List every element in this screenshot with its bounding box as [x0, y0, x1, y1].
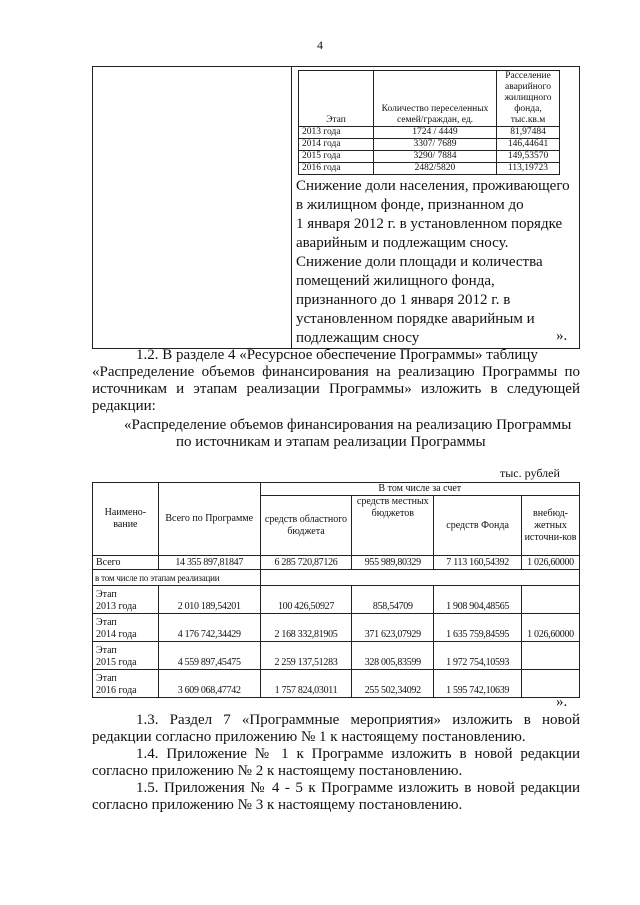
- cell-value: 1 908 904,48565: [434, 586, 522, 614]
- stage-year: 2016 года: [96, 685, 137, 696]
- area-value: 81,97484: [497, 127, 560, 139]
- table-row: [299, 139, 560, 151]
- total-column-header: Всего по Программе: [158, 483, 260, 556]
- stages-subheader: в том числе по этапам реализации: [93, 570, 261, 586]
- paragraph-1-2-line: 1.2. В разделе 4 «Ресурсное обеспечение Программы» таблицу: [136, 347, 538, 363]
- text-line: подлежащим сносу: [296, 330, 420, 346]
- financing-table: [92, 482, 580, 698]
- stage-year: 2016 года: [299, 163, 374, 175]
- families-value: 2482/5820: [374, 163, 497, 175]
- cell-value: 858,54709: [352, 586, 434, 614]
- stage-label: Этап: [96, 673, 117, 684]
- regional-budget-header: средств областного бюджета: [260, 496, 352, 556]
- table-row: [93, 556, 580, 570]
- cell-value: [522, 670, 580, 698]
- cell-value: 4 176 742,34429: [158, 614, 260, 642]
- text-line: Снижение доли площади и количества: [296, 254, 543, 270]
- table-row: [93, 670, 580, 698]
- cell-value: 14 355 897,81847: [158, 556, 260, 570]
- area-value: 146,44641: [497, 139, 560, 151]
- cell-value: 2 010 189,54201: [158, 586, 260, 614]
- stage-year: 2014 года: [96, 629, 137, 640]
- cell-value: 3 609 068,47742: [158, 670, 260, 698]
- cell-value: 1 972 754,10593: [434, 642, 522, 670]
- fund-header: средств Фонда: [434, 496, 522, 556]
- paragraph-1-3-line: редакции согласно приложению № 1 к настоящему постановлению.: [92, 729, 526, 745]
- stage-year: 2014 года: [299, 139, 374, 151]
- indicators-cell: [292, 67, 580, 349]
- cell-value: 955 989,80329: [352, 556, 434, 570]
- stage-year: 2013 года: [96, 601, 137, 612]
- table-row: [93, 614, 580, 642]
- families-value: 1724 / 4449: [374, 127, 497, 139]
- text-line: установленном порядке аварийным и: [296, 311, 535, 327]
- closing-quote: ».: [556, 694, 568, 710]
- text-line: помещений жилищного фонда,: [296, 273, 495, 289]
- table-row: [299, 163, 560, 175]
- cell-value: 255 502,34092: [352, 670, 434, 698]
- area-header: Расселение аварийного жилищного фонда, тыс.кв.м: [497, 71, 560, 127]
- paragraph-1-4-line: согласно приложению № 2 к настоящему постановлению.: [92, 763, 463, 779]
- families-value: 3307/ 7689: [374, 139, 497, 151]
- extrabudgetary-header: внебюд-жетных источни-ков: [522, 496, 580, 556]
- text-line: аварийным и подлежащим сносу.: [296, 235, 509, 251]
- cell-value: 100 426,50927: [260, 586, 352, 614]
- cell-value: [522, 586, 580, 614]
- paragraph-1-5-line: 1.5. Приложения № 4 - 5 к Программе изложить в новой редакции: [136, 780, 580, 796]
- financing-title-line: по источникам и этапам реализации Программы: [176, 434, 486, 450]
- cell-value: 7 113 160,54392: [434, 556, 522, 570]
- families-value: 3290/ 7884: [374, 151, 497, 163]
- stage-year: 2015 года: [96, 657, 137, 668]
- paragraph-1-2-line: «Распределение объемов финансирования на реализацию Программы по: [92, 364, 580, 380]
- sources-group-header: В том числе за счет: [260, 483, 579, 496]
- paragraph-1-5-line: согласно приложению № 3 к настоящему постановлению.: [92, 797, 463, 813]
- paragraph-1-4-line: 1.4. Приложение № 1 к Программе изложить в новой редакции: [136, 746, 580, 762]
- cell-value: 4 559 897,45475: [158, 642, 260, 670]
- text-line: 1 января 2012 г. в установленном порядке: [296, 216, 563, 232]
- text-line: в жилищном фонде, признанном до: [296, 197, 524, 213]
- cell-value: [522, 642, 580, 670]
- row-label: [93, 642, 159, 670]
- cell-value: 1 757 824,03011: [260, 670, 352, 698]
- row-label: [93, 586, 159, 614]
- row-label: [93, 670, 159, 698]
- row-label: Всего: [93, 556, 159, 570]
- units-label: тыс. рублей: [500, 466, 560, 480]
- stage-header: Этап: [299, 71, 374, 127]
- table-row: [299, 151, 560, 163]
- empty-left-cell: [93, 67, 292, 349]
- cell-value: 2 168 332,81905: [260, 614, 352, 642]
- stage-year: 2015 года: [299, 151, 374, 163]
- closing-quote: ».: [556, 328, 568, 344]
- text-line: Снижение доли населения, проживающего: [296, 178, 570, 194]
- stage-label: Этап: [96, 617, 117, 628]
- paragraph-1-3-line: 1.3. Раздел 7 «Программные мероприятия» изложить в новой: [136, 712, 580, 728]
- cell-value: 6 285 720,87126: [260, 556, 352, 570]
- area-value: 113,19723: [497, 163, 560, 175]
- row-label: [93, 614, 159, 642]
- stage-year: 2013 года: [299, 127, 374, 139]
- name-column-header: Наимено-вание: [93, 483, 159, 556]
- paragraph-1-2-line: редакции:: [92, 398, 156, 414]
- cell-value: 1 635 759,84595: [434, 614, 522, 642]
- empty-cell: [260, 570, 579, 586]
- cell-value: 1 595 742,10639: [434, 670, 522, 698]
- financing-title-line: «Распределение объемов финансирования на реализацию Программы: [124, 417, 572, 433]
- cell-value: 2 259 137,51283: [260, 642, 352, 670]
- reduction-indicators-text: [296, 177, 575, 348]
- text-line: признанного до 1 января 2012 г. в: [296, 292, 511, 308]
- cell-value: 1 026,60000: [522, 556, 580, 570]
- stage-label: Этап: [96, 589, 117, 600]
- cell-value: 1 026,60000: [522, 614, 580, 642]
- program-indicators-table: [92, 66, 580, 349]
- page-number: 4: [317, 38, 323, 52]
- table-row: [93, 586, 580, 614]
- cell-value: 328 005,83599: [352, 642, 434, 670]
- families-header: Количество переселенных семей/граждан, ед.: [374, 71, 497, 127]
- local-budget-header: средств местных бюджетов: [352, 496, 434, 556]
- paragraph-1-2-line: источникам и этапам реализации Программы» изложить в следующей: [92, 381, 580, 397]
- area-value: 149,53570: [497, 151, 560, 163]
- table-row: [299, 127, 560, 139]
- table-row: [93, 642, 580, 670]
- cell-value: 371 623,07929: [352, 614, 434, 642]
- stage-resettlement-table: [298, 70, 560, 175]
- stage-label: Этап: [96, 645, 117, 656]
